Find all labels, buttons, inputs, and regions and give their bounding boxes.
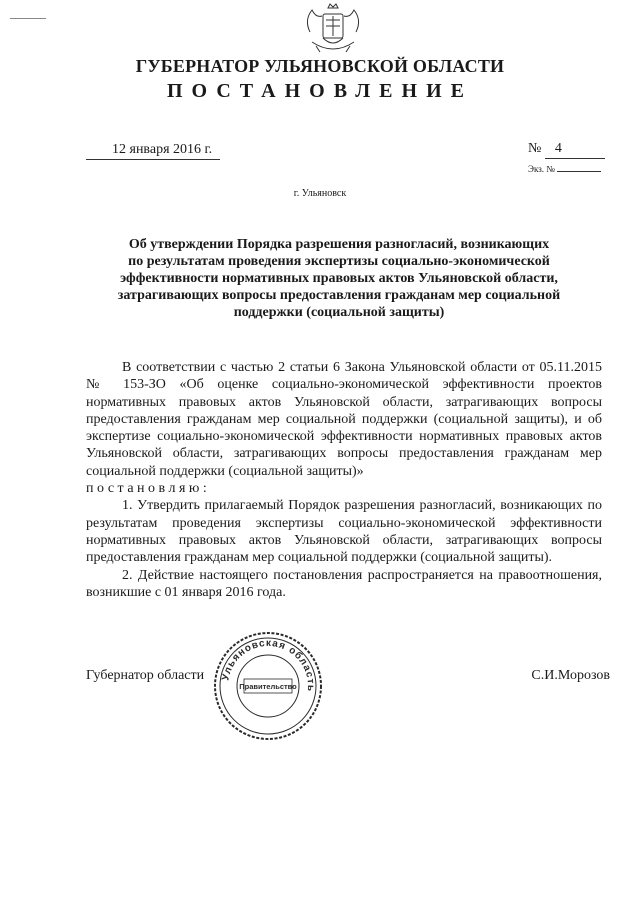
title-line: затрагивающих вопросы предоставления гражданам мер социальной (117, 288, 561, 303)
document-title (96, 236, 582, 321)
signatory-name: С.И.Морозов (531, 668, 610, 683)
title-line: эффективности нормативных правовых актов Ульяновской области, (120, 271, 558, 286)
resolve-word: постановляю: (86, 481, 211, 497)
seal-center-text: Правительство (239, 682, 297, 691)
title-line: поддержки (социальной защиты) (233, 305, 445, 320)
title-line: Об утверждении Порядка разрешения разногласий, возникающих (128, 237, 550, 252)
title-line: по результатам проведения экспертизы социально-экономической (128, 254, 550, 269)
document-date: 12 января 2016 г. (86, 141, 220, 160)
copy-label: Экз. № (528, 164, 555, 174)
item-2-paragraph: 2. Действие настоящего постановления распространяется на правоотношения, возникшие с 01 января 2016 года. (86, 567, 602, 600)
preamble-paragraph: В соответствии с частью 2 статьи 6 Закона Ульяновской области от 05.11.2015 № 153-ЗО «Об оценке социально-экономической эффективности проектов нормативных правовых актов Ульяновской области, затрагивающих вопросы предоставления гражданам мер социальной поддержки (социальной защиты), и об экспертизе социально-экономической эффективности нормативных правовых актов Ульяновской области, затрагивающих вопросы предоставления гражданам мер социальной поддержки (социальной защиты)» (86, 360, 602, 479)
number-label: № (528, 141, 542, 156)
coat-of-arms-icon (300, 2, 366, 58)
signatory-role: Губернатор области (86, 668, 205, 683)
copy-number (528, 164, 601, 174)
item-1-paragraph: 1. Утвердить прилагаемый Порядок разрешения разногласий, возникающих по результатам проведения экспертизы социально-экономической эффективности нормативных правовых актов Ульяновской области, затрагивающих вопросы предоставления гражданам мер социальной поддержки (социальной защиты). (86, 498, 602, 566)
seal-ring-text: Ульяновская область (220, 637, 317, 693)
document-body (86, 359, 602, 601)
issuer-heading: ГУБЕРНАТОР УЛЬЯНОВСКОЙ ОБЛАСТИ (135, 56, 505, 76)
document-number (528, 140, 605, 159)
city: г. Ульяновск (293, 188, 347, 199)
number-value: 4 (545, 140, 605, 159)
copy-value (557, 171, 601, 172)
document-type-heading: ПОСТАНОВЛЕНИЕ (167, 80, 473, 102)
corner-mark (10, 18, 46, 19)
official-seal (212, 630, 324, 742)
